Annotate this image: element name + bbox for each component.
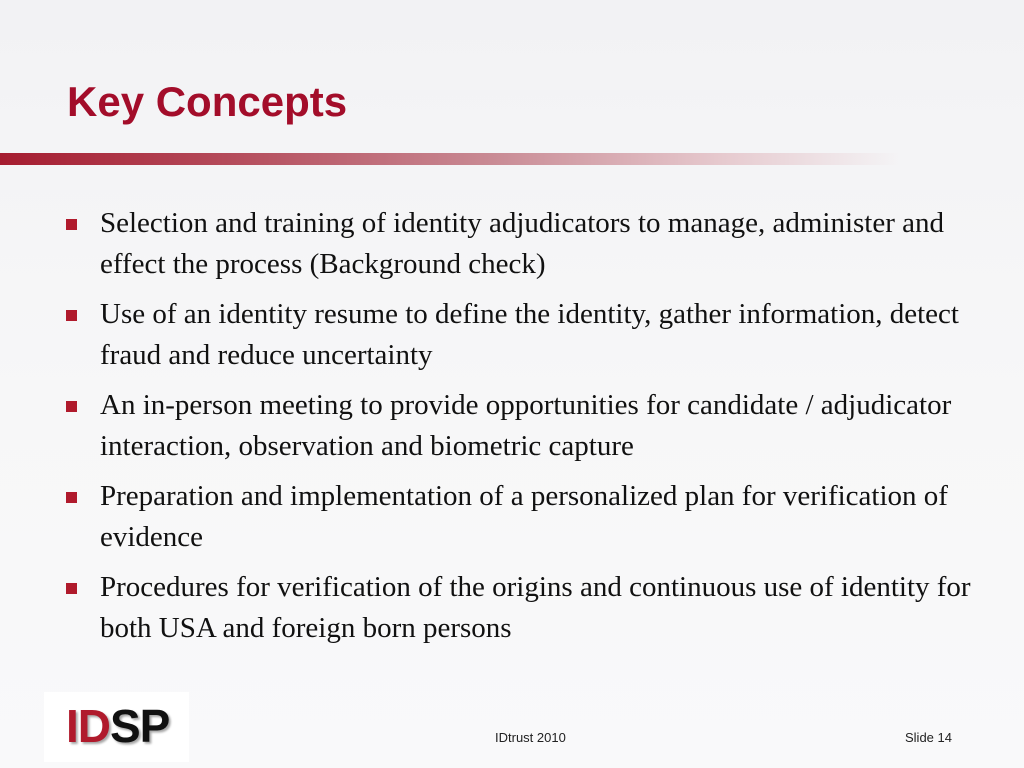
- bullet-text: Procedures for verification of the origins and continuous use of identity for both USA and foreign born persons: [100, 571, 971, 644]
- square-bullet-icon: [66, 492, 77, 503]
- bullet-item: [65, 203, 985, 285]
- slide-number: Slide 14: [905, 730, 952, 745]
- bullet-text: An in-person meeting to provide opportunities for candidate / adjudicator interaction, observation and biometric capture: [100, 389, 952, 462]
- bullet-text: Use of an identity resume to define the identity, gather information, detect fraud and reduce uncertainty: [100, 298, 959, 371]
- idsp-logo-text: [66, 698, 169, 754]
- idsp-logo: [44, 692, 189, 762]
- square-bullet-icon: [66, 401, 77, 412]
- title-underline-bar: [0, 153, 900, 165]
- bullet-item: [65, 567, 985, 649]
- logo-part-id: ID: [66, 700, 110, 752]
- bullet-text: Selection and training of identity adjudicators to manage, administer and effect the process (Background check): [100, 207, 944, 280]
- bullet-text: Preparation and implementation of a personalized plan for verification of evidence: [100, 480, 948, 553]
- slide-title: Key Concepts: [67, 78, 348, 125]
- bullet-item: [65, 294, 985, 376]
- square-bullet-icon: [66, 310, 77, 321]
- bullet-list: [65, 203, 985, 658]
- footer-event: IDtrust 2010: [495, 730, 566, 745]
- logo-part-sp: SP: [110, 700, 170, 752]
- square-bullet-icon: [66, 583, 77, 594]
- bullet-item: [65, 476, 985, 558]
- bullet-item: [65, 385, 985, 467]
- square-bullet-icon: [66, 219, 77, 230]
